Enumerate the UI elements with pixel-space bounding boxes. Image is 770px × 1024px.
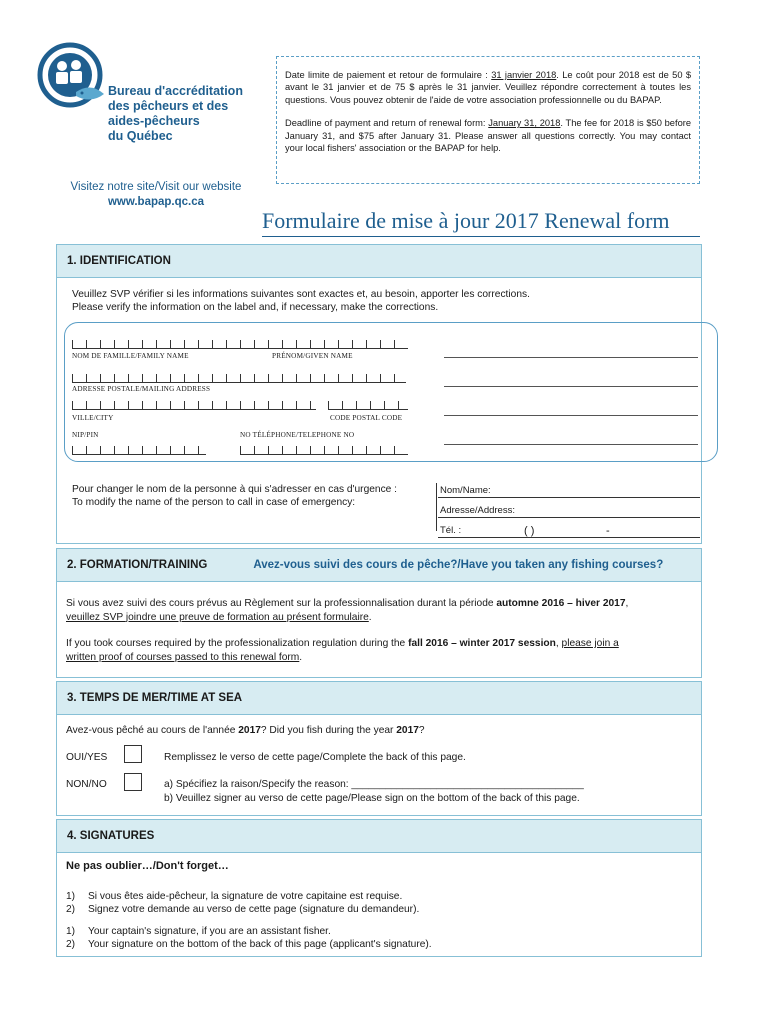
emergency-phone-label: Tél. : xyxy=(440,525,462,536)
emergency-contact-fields xyxy=(438,484,700,544)
yes-checkbox[interactable] xyxy=(124,745,142,763)
website-label: Visitez notre site/Visit our website xyxy=(70,181,242,193)
phone-label: NO TÉLÉPHONE/TELEPHONE NO xyxy=(240,431,355,439)
deadline-en: Deadline of payment and return of renewal form: January 31, 2018. The fee for 2018 is $50 before January 31, and $75 after January 31. Please answer all questions correctly. You may contact your local fishers' association or the BAPAP for help. xyxy=(285,118,691,154)
signature-list-fr: 1) Si vous êtes aide-pêcheur, la signature de votre capitaine est requise. 2) Signez votre demande au verso de cette page (signature du demandeur). xyxy=(66,891,420,915)
postal-code-entry-field[interactable] xyxy=(328,401,408,410)
deadline-notice xyxy=(276,56,700,184)
given-name-label: PRÉNOM/GIVEN NAME xyxy=(272,352,353,360)
bapap-logo xyxy=(36,42,106,112)
postal-code-label: CODE POSTAL CODE xyxy=(330,414,403,422)
deadline-fr: Date limite de paiement et retour de formulaire : 31 janvier 2018. Le coût pour 2018 est de 50 $ avant le 31 janvier et de 75 $ après le 31 janvier. Veuillez répondre correctement à toutes les questions. Vous pouvez obtenir de l'aide de votre association professionnelle ou du BAPAP. xyxy=(285,70,691,105)
section-training-header: 2. FORMATION/TRAINING Avez-vous suivi des cours de pêche?/Have you taken any fishing courses? xyxy=(56,548,702,582)
organization-name: Bureau d'accréditation des pêcheurs et des aides-pêcheurs du Québec xyxy=(108,84,243,143)
phone-dash: - xyxy=(606,525,610,537)
section-signatures-header: 4. SIGNATURES xyxy=(56,819,702,853)
section-identification-header: 1. IDENTIFICATION xyxy=(56,244,702,278)
yes-instruction: Remplissez le verso de cette page/Complete the back of this page. xyxy=(164,752,466,763)
correction-line[interactable] xyxy=(444,386,698,387)
no-checkbox[interactable] xyxy=(124,773,142,791)
address-label: ADRESSE POSTALE/MAILING ADDRESS xyxy=(72,385,211,393)
emergency-divider xyxy=(436,483,437,531)
signature-list-en: 1) Your captain's signature, if you are an assistant fisher. 2) Your signature on the bottom of the back of this page (applicant's signature). xyxy=(66,926,432,950)
reason-field[interactable]: a) Spécifiez la raison/Specify the reason: _________________________________________ xyxy=(164,779,584,790)
identification-instructions: Veuillez SVP vérifier si les informations suivantes sont exactes et, au besoin, apporter les corrections. Please verify the information on the label and, if necessary, make the corrections. xyxy=(72,289,530,313)
correction-line[interactable] xyxy=(444,357,698,358)
pin-label: NIP/PIN xyxy=(72,431,99,439)
training-text-en: If you took courses required by the professionalization regulation during the fall 2016 – winter 2017 session, please join a written proof of courses passed to this renewal form. xyxy=(66,638,619,663)
no-instructions: a) Spécifiez la raison/Specify the reason: _________________________________________ b) Veuillez signer au verso de cette page/Please sign on the bottom of the back of this page. xyxy=(164,779,584,804)
family-name-label: NOM DE FAMILLE/FAMILY NAME xyxy=(72,352,189,360)
emergency-address-field[interactable]: Adresse/Address: xyxy=(438,504,700,518)
emergency-phone-field[interactable] xyxy=(438,524,700,538)
fishing-year-question: Avez-vous pêché au cours de l'année 2017? Did you fish during the year 2017? xyxy=(66,725,425,736)
signature-reminder: Ne pas oublier…/Don't forget… xyxy=(66,860,229,872)
area-code-parens: ( ) xyxy=(524,525,535,537)
title-divider xyxy=(262,236,700,237)
correction-line[interactable] xyxy=(444,444,698,445)
correction-line[interactable] xyxy=(444,415,698,416)
emergency-name-field[interactable]: Nom/Name: xyxy=(438,484,700,498)
section-time-at-sea-header: 3. TEMPS DE MER/TIME AT SEA xyxy=(56,681,702,715)
training-text-fr: Si vous avez suivi des cours prévus au Règlement sur la professionnalisation durant la période automne 2016 – hiver 2017, veuillez SVP joindre une preuve de formation au présent formulaire. xyxy=(66,598,629,623)
emergency-contact-instructions: Pour changer le nom de la personne à qui s'adresser en cas d'urgence : To modify the name of the person to call in case of emergency: xyxy=(72,484,397,508)
city-label: VILLE/CITY xyxy=(72,414,114,422)
no-label: NON/NO xyxy=(66,779,107,790)
address-entry-field[interactable] xyxy=(72,374,406,383)
name-entry-field[interactable] xyxy=(72,340,408,349)
yes-label: OUI/YES xyxy=(66,752,108,763)
phone-entry-field[interactable] xyxy=(240,446,408,455)
city-entry-field[interactable] xyxy=(72,401,316,410)
pin-entry-field[interactable] xyxy=(72,446,206,455)
form-title: Formulaire de mise à jour 2017 Renewal form xyxy=(262,208,670,233)
website-link[interactable]: www.bapap.qc.ca xyxy=(107,196,205,208)
training-question: Avez-vous suivi des cours de pêche?/Have you taken any fishing courses? xyxy=(253,559,664,571)
